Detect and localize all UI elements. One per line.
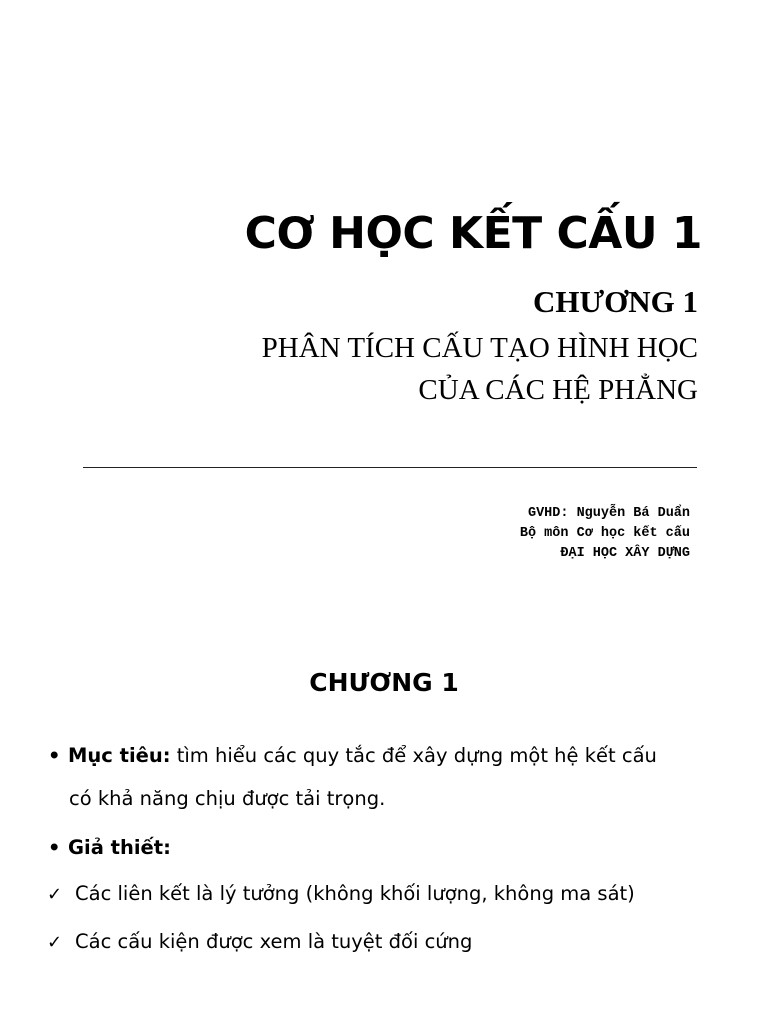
bullet-objective-continuation: có khả năng chịu được tải trọng. — [69, 787, 386, 810]
bullet-label: Mục tiêu: — [68, 744, 171, 767]
check-item-rigid-members — [47, 930, 472, 953]
divider-line — [83, 467, 697, 468]
chapter-subtitle-line2: CỦA CÁC HỆ PHẲNG — [418, 374, 698, 406]
checkmark-icon: ✓ — [47, 884, 63, 905]
slide-heading: CHƯƠNG 1 — [309, 668, 459, 697]
chapter-label: CHƯƠNG 1 — [532, 284, 698, 319]
bullet-objective — [48, 744, 657, 767]
university-name: ĐẠI HỌC XÂY DỰNG — [560, 546, 690, 561]
check-text: Các cấu kiện được xem là tuyệt đối cứng — [75, 930, 473, 953]
check-text: Các liên kết là lý tưởng (không khối lượng, không ma sát) — [75, 882, 635, 905]
bullet-label: Giả thiết: — [68, 836, 171, 859]
bullet-marker: • — [48, 744, 61, 767]
course-title: CƠ HỌC KẾT CẤU 1 — [244, 208, 702, 259]
chapter-subtitle-line1: PHÂN TÍCH CẤU TẠO HÌNH HỌC — [261, 332, 698, 364]
bullet-text: tìm hiểu các quy tắc để xây dựng một hệ kết cấu — [170, 744, 657, 767]
bullet-assumptions — [48, 836, 171, 859]
checkmark-icon: ✓ — [47, 932, 63, 953]
instructor-name: GVHD: Nguyễn Bá Duẩn — [527, 506, 690, 521]
department-name: Bộ môn Cơ học kết cấu — [519, 526, 690, 541]
check-item-ideal-connections — [47, 882, 635, 905]
bullet-marker: • — [48, 836, 61, 859]
